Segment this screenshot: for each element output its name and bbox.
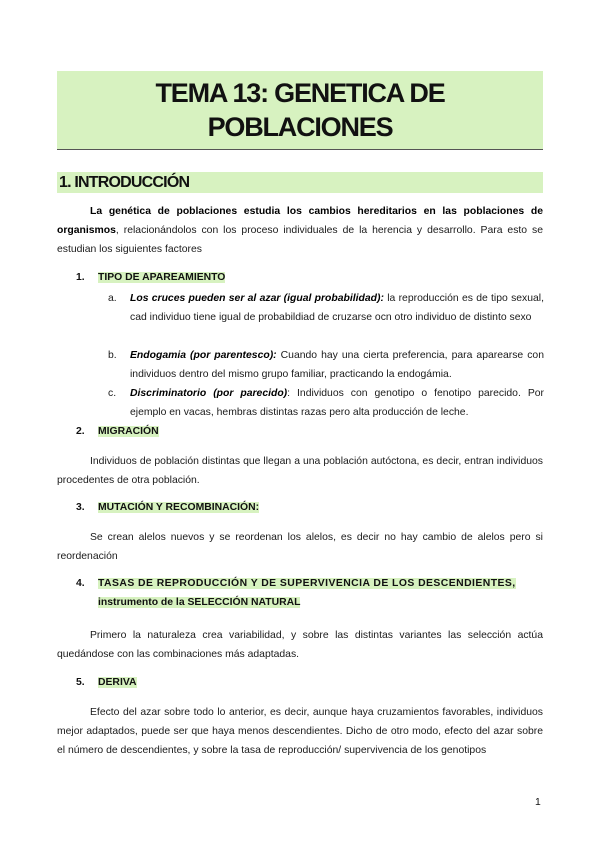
term-discriminatorio: Discriminatorio (por parecido) xyxy=(130,388,288,399)
mutacion-paragraph: Se crean alelos nuevos y se reordenan los alelos, es decir no hay cambio de alelos pero si reordenación xyxy=(57,532,543,562)
factor-heading-2: 2. MIGRACIÓN xyxy=(76,426,159,437)
migracion-paragraph: Individuos de población distintas que llegan a una población autóctona, es decir, entran individuos procedentes de otra población. xyxy=(57,456,543,486)
factor-heading-3: 3. MUTACIÓN Y RECOMBINACIÓN: xyxy=(76,502,260,513)
intro-paragraph xyxy=(57,202,543,259)
tasas-paragraph: Primero la naturaleza crea variabilidad, y sobre las distintas variantes las selección actúa quedándose con las combinaciones más adaptadas. xyxy=(57,630,543,660)
section-heading-introduccion: 1. INTRODUCCIÓN xyxy=(57,172,543,193)
term-azar: Los cruces pueden ser al azar (igual probabilidad): xyxy=(130,293,384,304)
title-line-2: POBLACIONES xyxy=(207,112,393,142)
list-item-b: b. Endogamia (por parentesco): Cuando hay una cierta preferencia, para aparearse con individuos dentro del mismo grupo familiar, practicando la endogámia. xyxy=(108,350,544,380)
title-line-1: TEMA 13: GENETICA DE xyxy=(155,78,445,108)
page-number: 1 xyxy=(535,797,541,808)
intro-rest-text: , relacionándolos con los proceso individuales de la herencia y desarrollo. Para esto se estudian los siguientes factores xyxy=(57,225,543,255)
deriva-paragraph: Efecto del azar sobre todo lo anterior, es decir, aunque haya cruzamientos favorables, individuos mejor adaptados, puede ser que haya menos descendientes. Dicho de otro modo, efecto del azar sobre el número de descendientes, y sobre la tasa de reproducción/ supervivencia de los genotipos xyxy=(57,707,543,756)
page-title xyxy=(57,71,543,150)
factor-heading-1: 1. TIPO DE APAREAMIENTO xyxy=(76,272,226,283)
factor-heading-5: 5. DERIVA xyxy=(76,677,137,688)
factor-heading-4: 4. TASAS DE REPRODUCCIÓN Y DE SUPERVIVENCIA DE LOS DESCENDIENTES, instrumento de la SELECCIÓN NATURAL xyxy=(76,578,516,608)
intro-bold-text: La genética de poblaciones estudia los cambios hereditarios en las poblaciones de organismos xyxy=(57,206,543,236)
term-endogamia: Endogamia (por parentesco): xyxy=(130,350,277,361)
list-item-c: c. Discriminatorio (por parecido): Individuos con genotipo o fenotipo parecido. Por ejemplo en vacas, hembras distintas razas pero alta producción de leche. xyxy=(108,388,544,418)
list-item-a: a. Los cruces pueden ser al azar (igual probabilidad): la reproducción es de tipo sexual, cad individuo tiene igual de probabildiad de cruzarse ocn otro individuo de distinto sexo xyxy=(108,293,544,323)
